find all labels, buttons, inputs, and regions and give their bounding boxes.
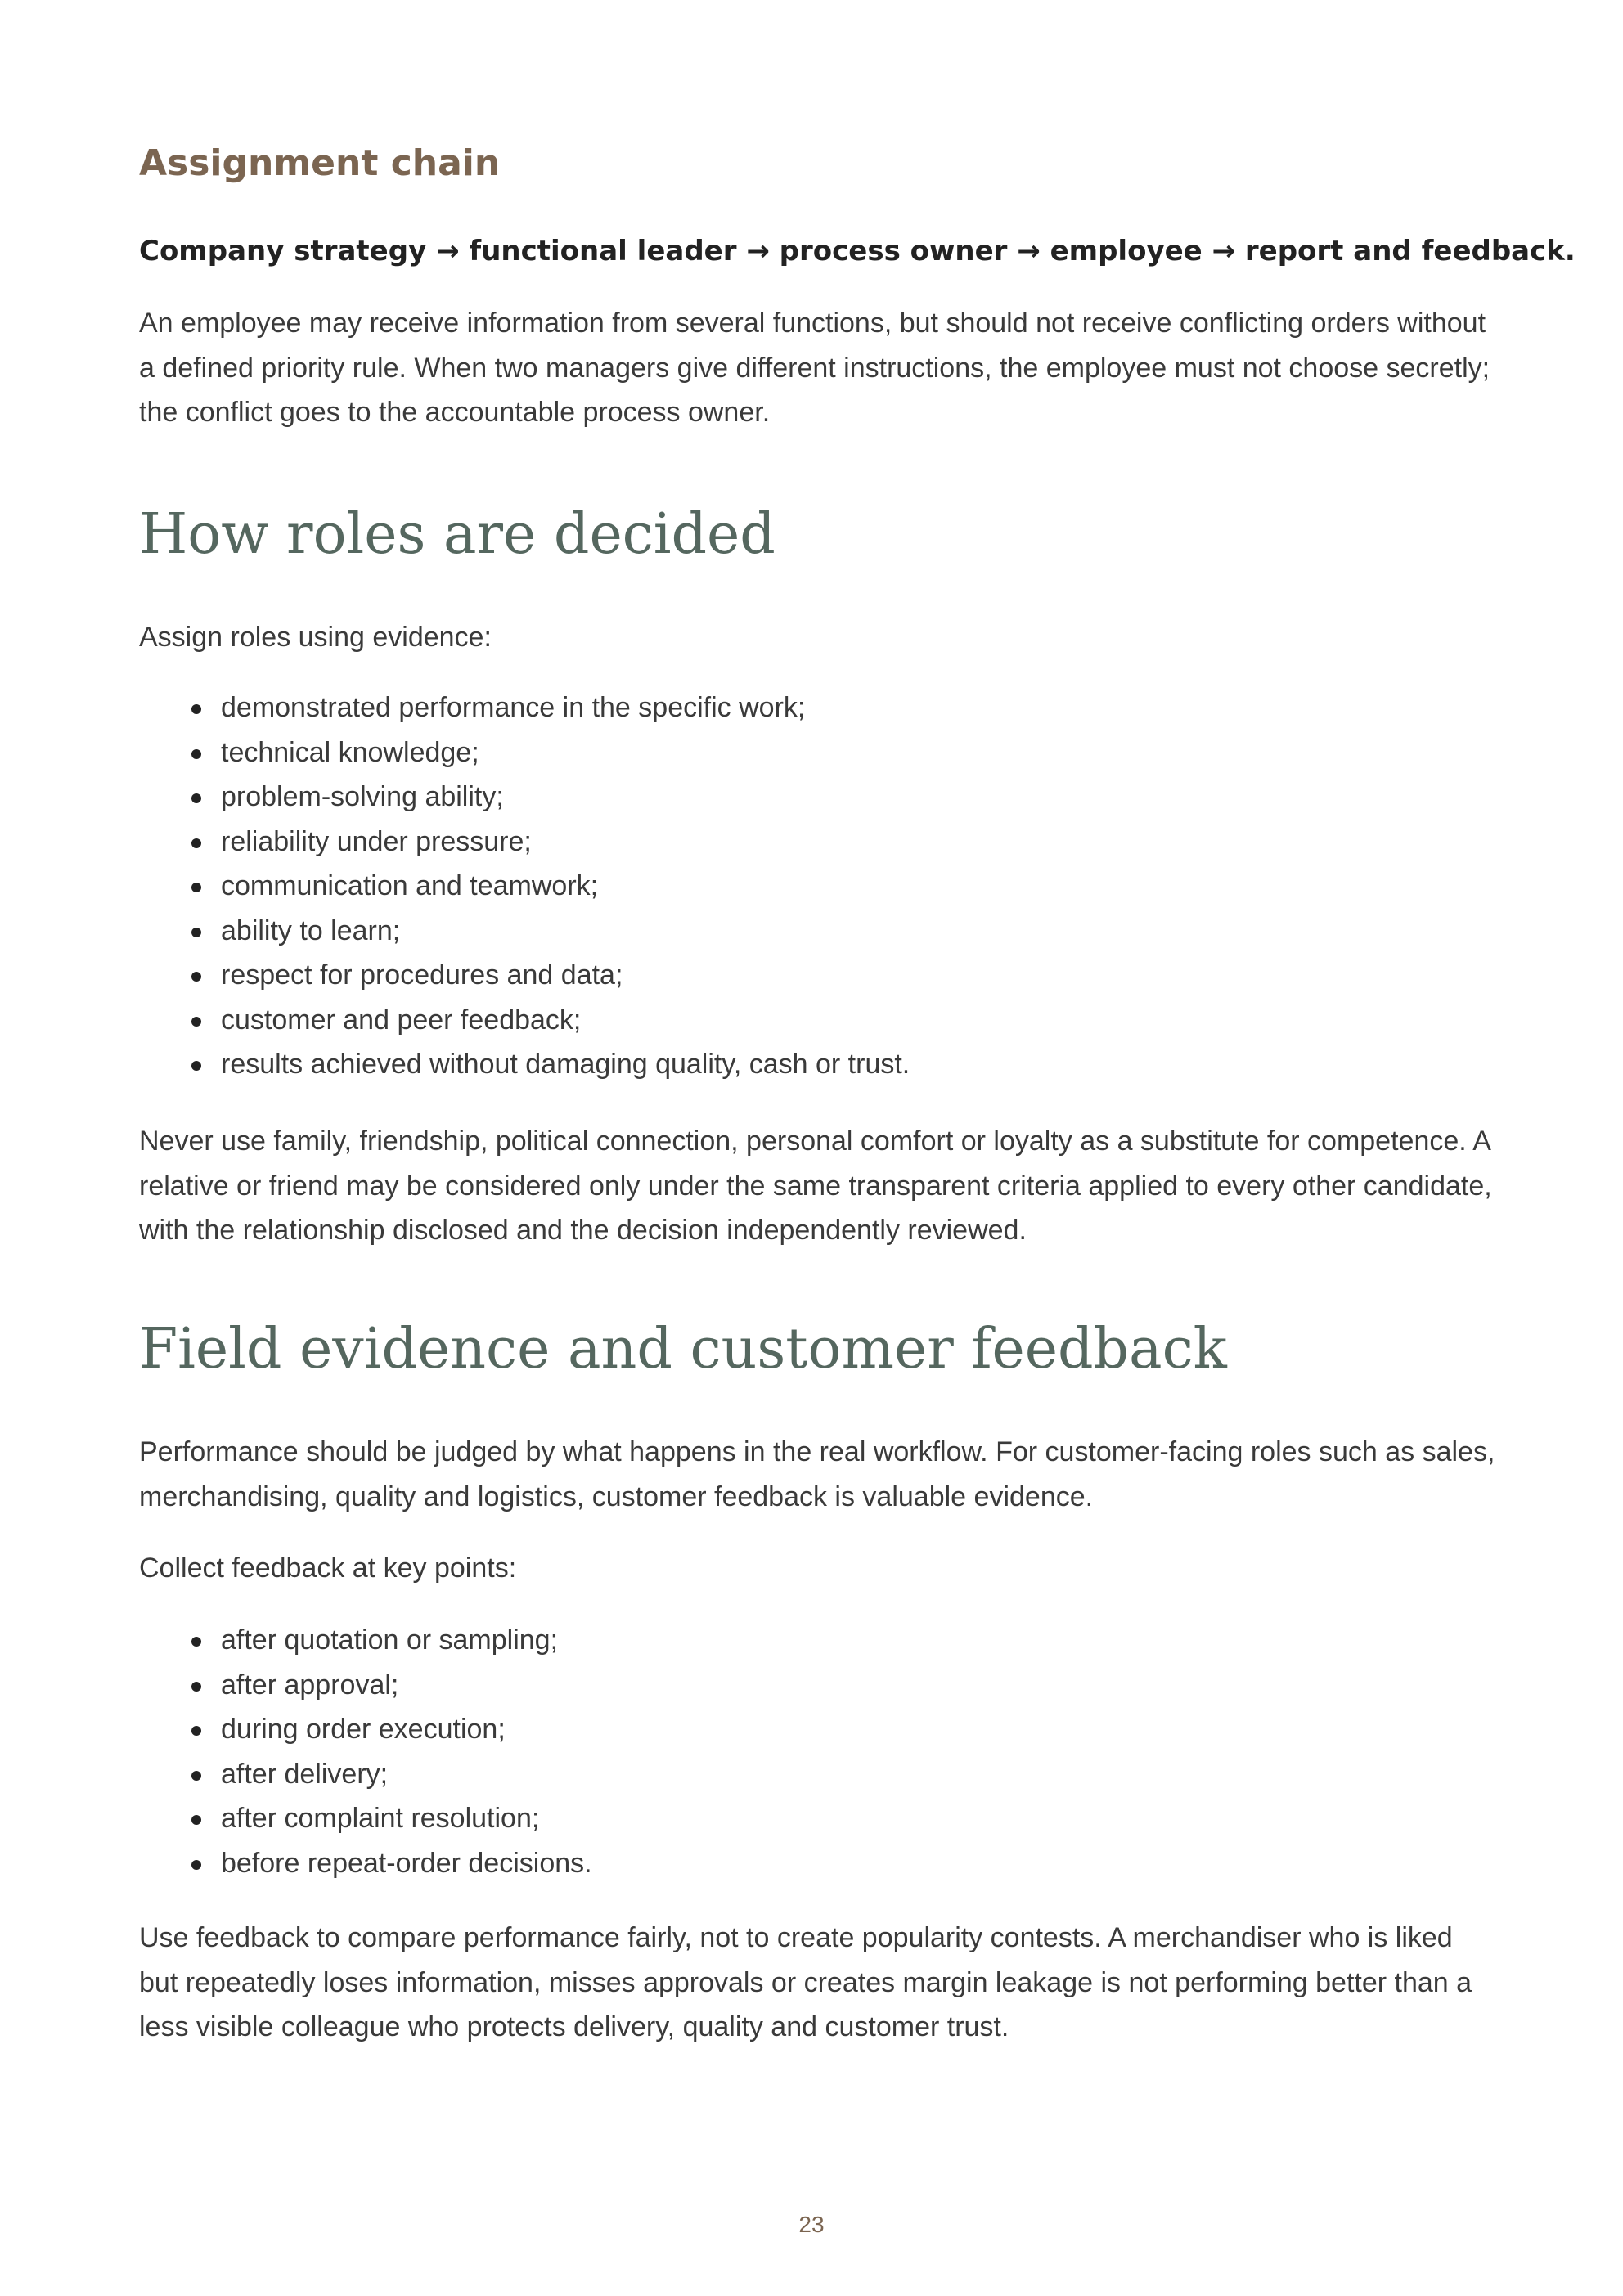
- roles-evidence-list: [139, 685, 910, 1087]
- roles-closing-paragraph: Never use family, friendship, political connection, personal comfort or loyalty as a substitute for competence. A relative or friend may be considered only under the same transparent criteria applied to every other candidate, with the relationship disclosed and the decision independently reviewed.: [139, 1126, 1492, 1246]
- list-item: after complaint resolution;: [139, 1796, 592, 1841]
- list-item: communication and teamwork;: [139, 864, 910, 909]
- list-item: customer and peer feedback;: [139, 998, 910, 1043]
- roles-intro: Assign roles using evidence:: [139, 622, 492, 653]
- list-item: demonstrated performance in the specific work;: [139, 685, 910, 730]
- list-item: results achieved without damaging quality, cash or trust.: [139, 1042, 910, 1087]
- list-item: after quotation or sampling;: [139, 1618, 592, 1663]
- list-item: during order execution;: [139, 1707, 592, 1752]
- assignment-chain-statement: Company strategy → functional leader → process owner → employee → report and feedback.: [139, 235, 1576, 267]
- list-item: technical knowledge;: [139, 730, 910, 775]
- feedback-heading: Field evidence and customer feedback: [139, 1317, 1227, 1382]
- assignment-chain-heading: Assignment chain: [139, 142, 501, 184]
- feedback-points-list: [139, 1618, 592, 1885]
- list-item: after approval;: [139, 1663, 592, 1708]
- feedback-closing-paragraph: Use feedback to compare performance fairly, not to create popularity contests. A merchandiser who is liked but repeatedly loses information, misses approvals or creates margin leakage is not performing better than a less visible colleague who protects delivery, quality and customer trust.: [139, 1922, 1472, 2042]
- feedback-paragraph: Performance should be judged by what happens in the real workflow. For customer-facing roles such as sales, merchandising, quality and logistics, customer feedback is valuable evidence.: [139, 1436, 1495, 1512]
- roles-heading: How roles are decided: [139, 502, 776, 567]
- list-item: ability to learn;: [139, 909, 910, 954]
- assignment-chain-paragraph: An employee may receive information from several functions, but should not receive conflicting orders without a defined priority rule. When two managers give different instructions, the employee must not choose secretly; the conflict goes to the accountable process owner.: [139, 308, 1490, 428]
- list-item: reliability under pressure;: [139, 820, 910, 865]
- page-number: 23: [798, 2212, 825, 2237]
- list-item: after delivery;: [139, 1752, 592, 1797]
- list-item: problem-solving ability;: [139, 775, 910, 820]
- feedback-intro: Collect feedback at key points:: [139, 1552, 517, 1584]
- list-item: respect for procedures and data;: [139, 953, 910, 998]
- list-item: before repeat-order decisions.: [139, 1841, 592, 1886]
